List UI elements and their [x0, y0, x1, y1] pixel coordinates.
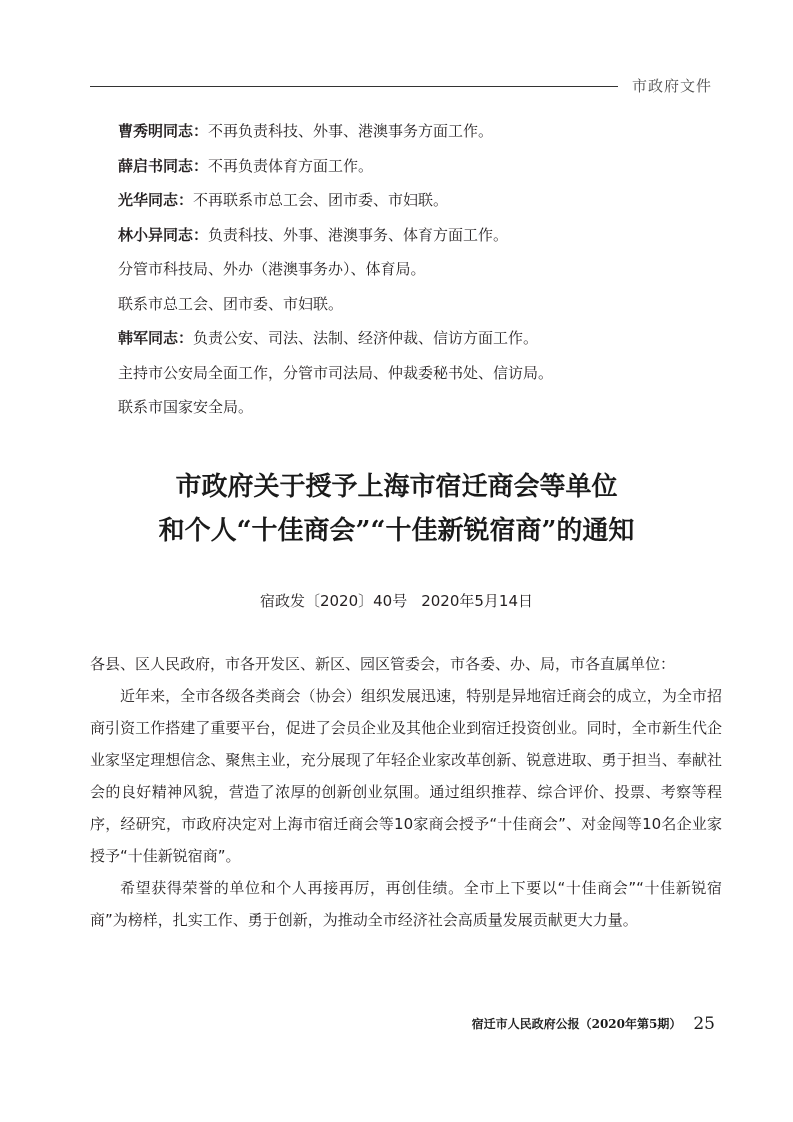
- assignment-line: [118, 287, 738, 322]
- person-name: 曹秀明同志：: [118, 122, 209, 140]
- page-footer: [472, 1013, 715, 1034]
- assignment-text: 分管市科技局、外办（港澳事务办）、体育局。: [118, 260, 426, 278]
- assignment-line: [118, 149, 738, 184]
- assignment-line: [118, 390, 738, 425]
- assignment-text: 不再联系市总工会、团市委、市妇联。: [193, 191, 449, 209]
- assignment-line: [118, 321, 738, 356]
- assignment-line: [118, 356, 738, 391]
- person-name: 林小异同志：: [118, 225, 209, 244]
- assignment-text: 不再负责科技、外事、港澳事务方面工作。: [208, 122, 494, 140]
- assignment-text: 负责公安、司法、法制、经济仲裁、信访方面工作。: [193, 329, 539, 347]
- assignment-line: [118, 252, 738, 287]
- notice-title-line-2: 和个人“十佳商会”“十佳新锐宿商”的通知: [158, 516, 635, 546]
- person-name: 韩军同志：: [118, 329, 194, 347]
- body-paragraph: 近年来，全市各级各类商会（协会）组织发展迅速，特别是异地宿迁商会的成立，为全市招商引资工作搭建了重要平台，促进了会员企业及其他企业到宿迁投资创业。同时，全市新生代企业家坚定理想信念、聚焦主业，充分展现了年轻企业家改革创新、锐意进取、勇于担当、奉献社会的良好精神风貌，营造了浓厚的创新创业氛围。通过组织推荐、综合评价、投票、考察等程序，经研究，市政府决定对上海市宿迁商会等10家商会授予“十佳商会”、对金闯等10名企业家授予“十佳新锐宿商”。: [90, 687, 722, 865]
- assignment-text: 负责科技、外事、港澳事务、体育方面工作。: [208, 225, 509, 244]
- assignment-list: [118, 114, 738, 425]
- publication-name: 宿迁市人民政府公报（2020年第5期）: [471, 1017, 682, 1031]
- assignment-text: 不再负责体育方面工作。: [208, 156, 374, 175]
- person-name: 薛启书同志：: [118, 156, 209, 175]
- notice-title-line-1: 市政府关于授予上海市宿迁商会等单位: [175, 472, 618, 502]
- assignment-line: [118, 218, 738, 253]
- assignment-text: 联系市国家安全局。: [118, 398, 254, 416]
- assignment-text: 联系市总工会、团市委、市妇联。: [118, 294, 344, 313]
- notice-body: [90, 648, 722, 936]
- header-section-label: 市政府文件: [632, 77, 713, 95]
- document-number-line: [0, 591, 793, 611]
- assignment-line: [118, 114, 738, 149]
- assignment-text: 主持市公安局全面工作，分管市司法局、仲裁委秘书处、信访局。: [118, 363, 554, 382]
- document-date: 2020年5月14日: [421, 592, 534, 610]
- page-number: 25: [693, 1013, 715, 1034]
- document-number: 宿政发〔2020〕40号: [259, 592, 408, 610]
- recipients: 各县、区人民政府，市各开发区、新区、园区管委会，市各委、办、局，市各直属单位：: [90, 655, 676, 673]
- assignment-line: [118, 183, 738, 218]
- header-rule: [90, 86, 618, 87]
- person-name: 光华同志：: [118, 191, 194, 209]
- body-paragraph: 希望获得荣誉的单位和个人再接再厉，再创佳绩。全市上下要以“十佳商会”“十佳新锐宿商”为榜样，扎实工作、勇于创新，为推动全市经济社会高质量发展贡献更大力量。: [90, 879, 722, 929]
